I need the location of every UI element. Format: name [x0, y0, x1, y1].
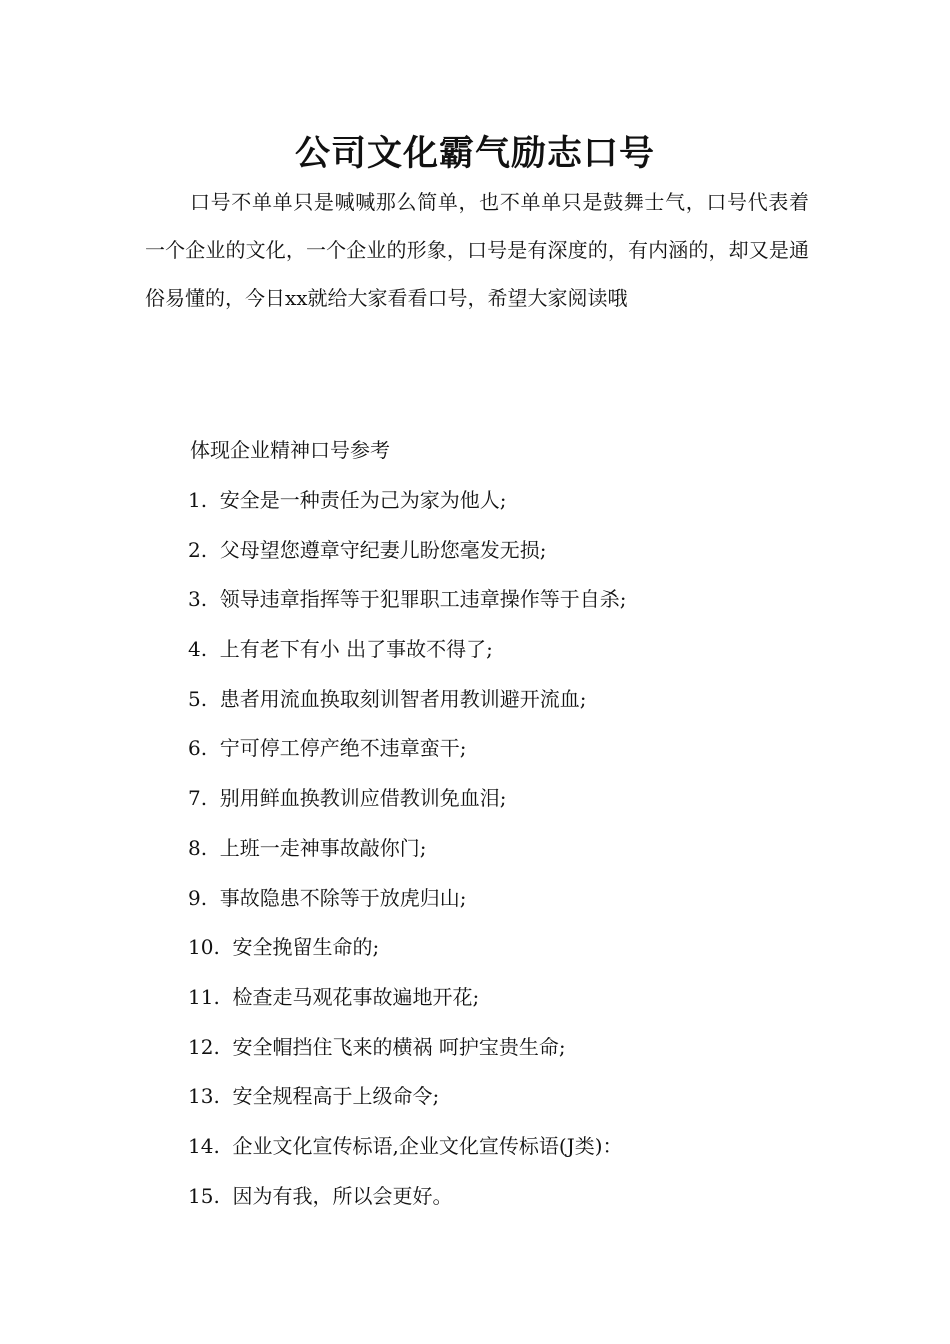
list-item-text: 父母望您遵章守纪妻儿盼您毫发无损;: [219, 537, 547, 562]
list-item: [188, 728, 627, 778]
list-item: [188, 679, 627, 729]
list-item: [188, 1076, 627, 1126]
list-item: [188, 629, 627, 679]
list-item-text: 因为有我，所以会更好。: [232, 1183, 453, 1208]
list-item-text: 别用鲜血换教训应借教训免血泪;: [219, 786, 507, 811]
list-item-text: 安全帽挡住飞来的横祸 呵护宝贵生命;: [232, 1034, 566, 1059]
list-item-text: 安全规程高于上级命令;: [232, 1084, 440, 1109]
list-item-text: 企业文化宣传标语,企业文化宣传标语(J类)：: [232, 1133, 623, 1158]
list-item-text: 宁可停工停产绝不违章蛮干;: [219, 736, 467, 761]
list-item-number: 13.: [188, 1084, 233, 1109]
list-item: [188, 878, 627, 928]
list-item-text: 患者用流血换取刻训智者用教训避开流血;: [219, 686, 587, 711]
list-item-number: 8.: [188, 835, 220, 860]
list-item: [188, 828, 627, 878]
list-item-number: 5.: [188, 686, 220, 711]
list-item-number: 3.: [188, 587, 220, 612]
list-item-number: 4.: [188, 637, 220, 662]
list-item: [188, 927, 627, 977]
list-item-number: 10.: [188, 935, 233, 960]
list-item-number: 6.: [188, 736, 220, 761]
list-item-number: 7.: [188, 786, 220, 811]
list-item-text: 安全挽留生命的;: [232, 935, 380, 960]
list-item-number: 9.: [188, 885, 220, 910]
section-heading: 体现企业精神口号参考: [190, 438, 390, 462]
list-item-text: 安全是一种责任为己为家为他人;: [219, 488, 507, 512]
list-item-number: 15.: [188, 1183, 233, 1208]
list-item: [188, 579, 627, 629]
list-item: [188, 1027, 627, 1077]
list-item-text: 上班一走神事故敲你门;: [219, 835, 427, 860]
list-item-number: 1.: [188, 488, 220, 512]
list-item: [188, 1126, 627, 1176]
list-item: [188, 1176, 627, 1226]
document-title: 公司文化霸气励志口号: [294, 134, 655, 174]
list-item-number: 2.: [188, 537, 220, 562]
list-item-number: 12.: [188, 1034, 233, 1059]
list-item: [188, 977, 627, 1027]
list-item-text: 上有老下有小 出了事故不得了;: [219, 637, 493, 662]
intro-paragraph: 口号不单单只是喊喊那么简单，也不单单只是鼓舞士气，口号代表着一个企业的文化，一个企业的形象，口号是有深度的，有内涵的，却又是通俗易懂的，今日xx就给大家看看口号，希望大家阅读哦: [145, 190, 809, 310]
list-item-text: 领导违章指挥等于犯罪职工违章操作等于自杀;: [219, 587, 627, 612]
list-item-text: 检查走马观花事故遍地开花;: [232, 984, 480, 1009]
slogan-list: [188, 480, 627, 1225]
list-item-text: 事故隐患不除等于放虎归山;: [219, 885, 467, 910]
list-item: [188, 778, 627, 828]
list-item-number: 14.: [188, 1133, 233, 1158]
list-item: [188, 480, 627, 530]
list-item-number: 11.: [188, 984, 233, 1009]
list-item: [188, 530, 627, 580]
